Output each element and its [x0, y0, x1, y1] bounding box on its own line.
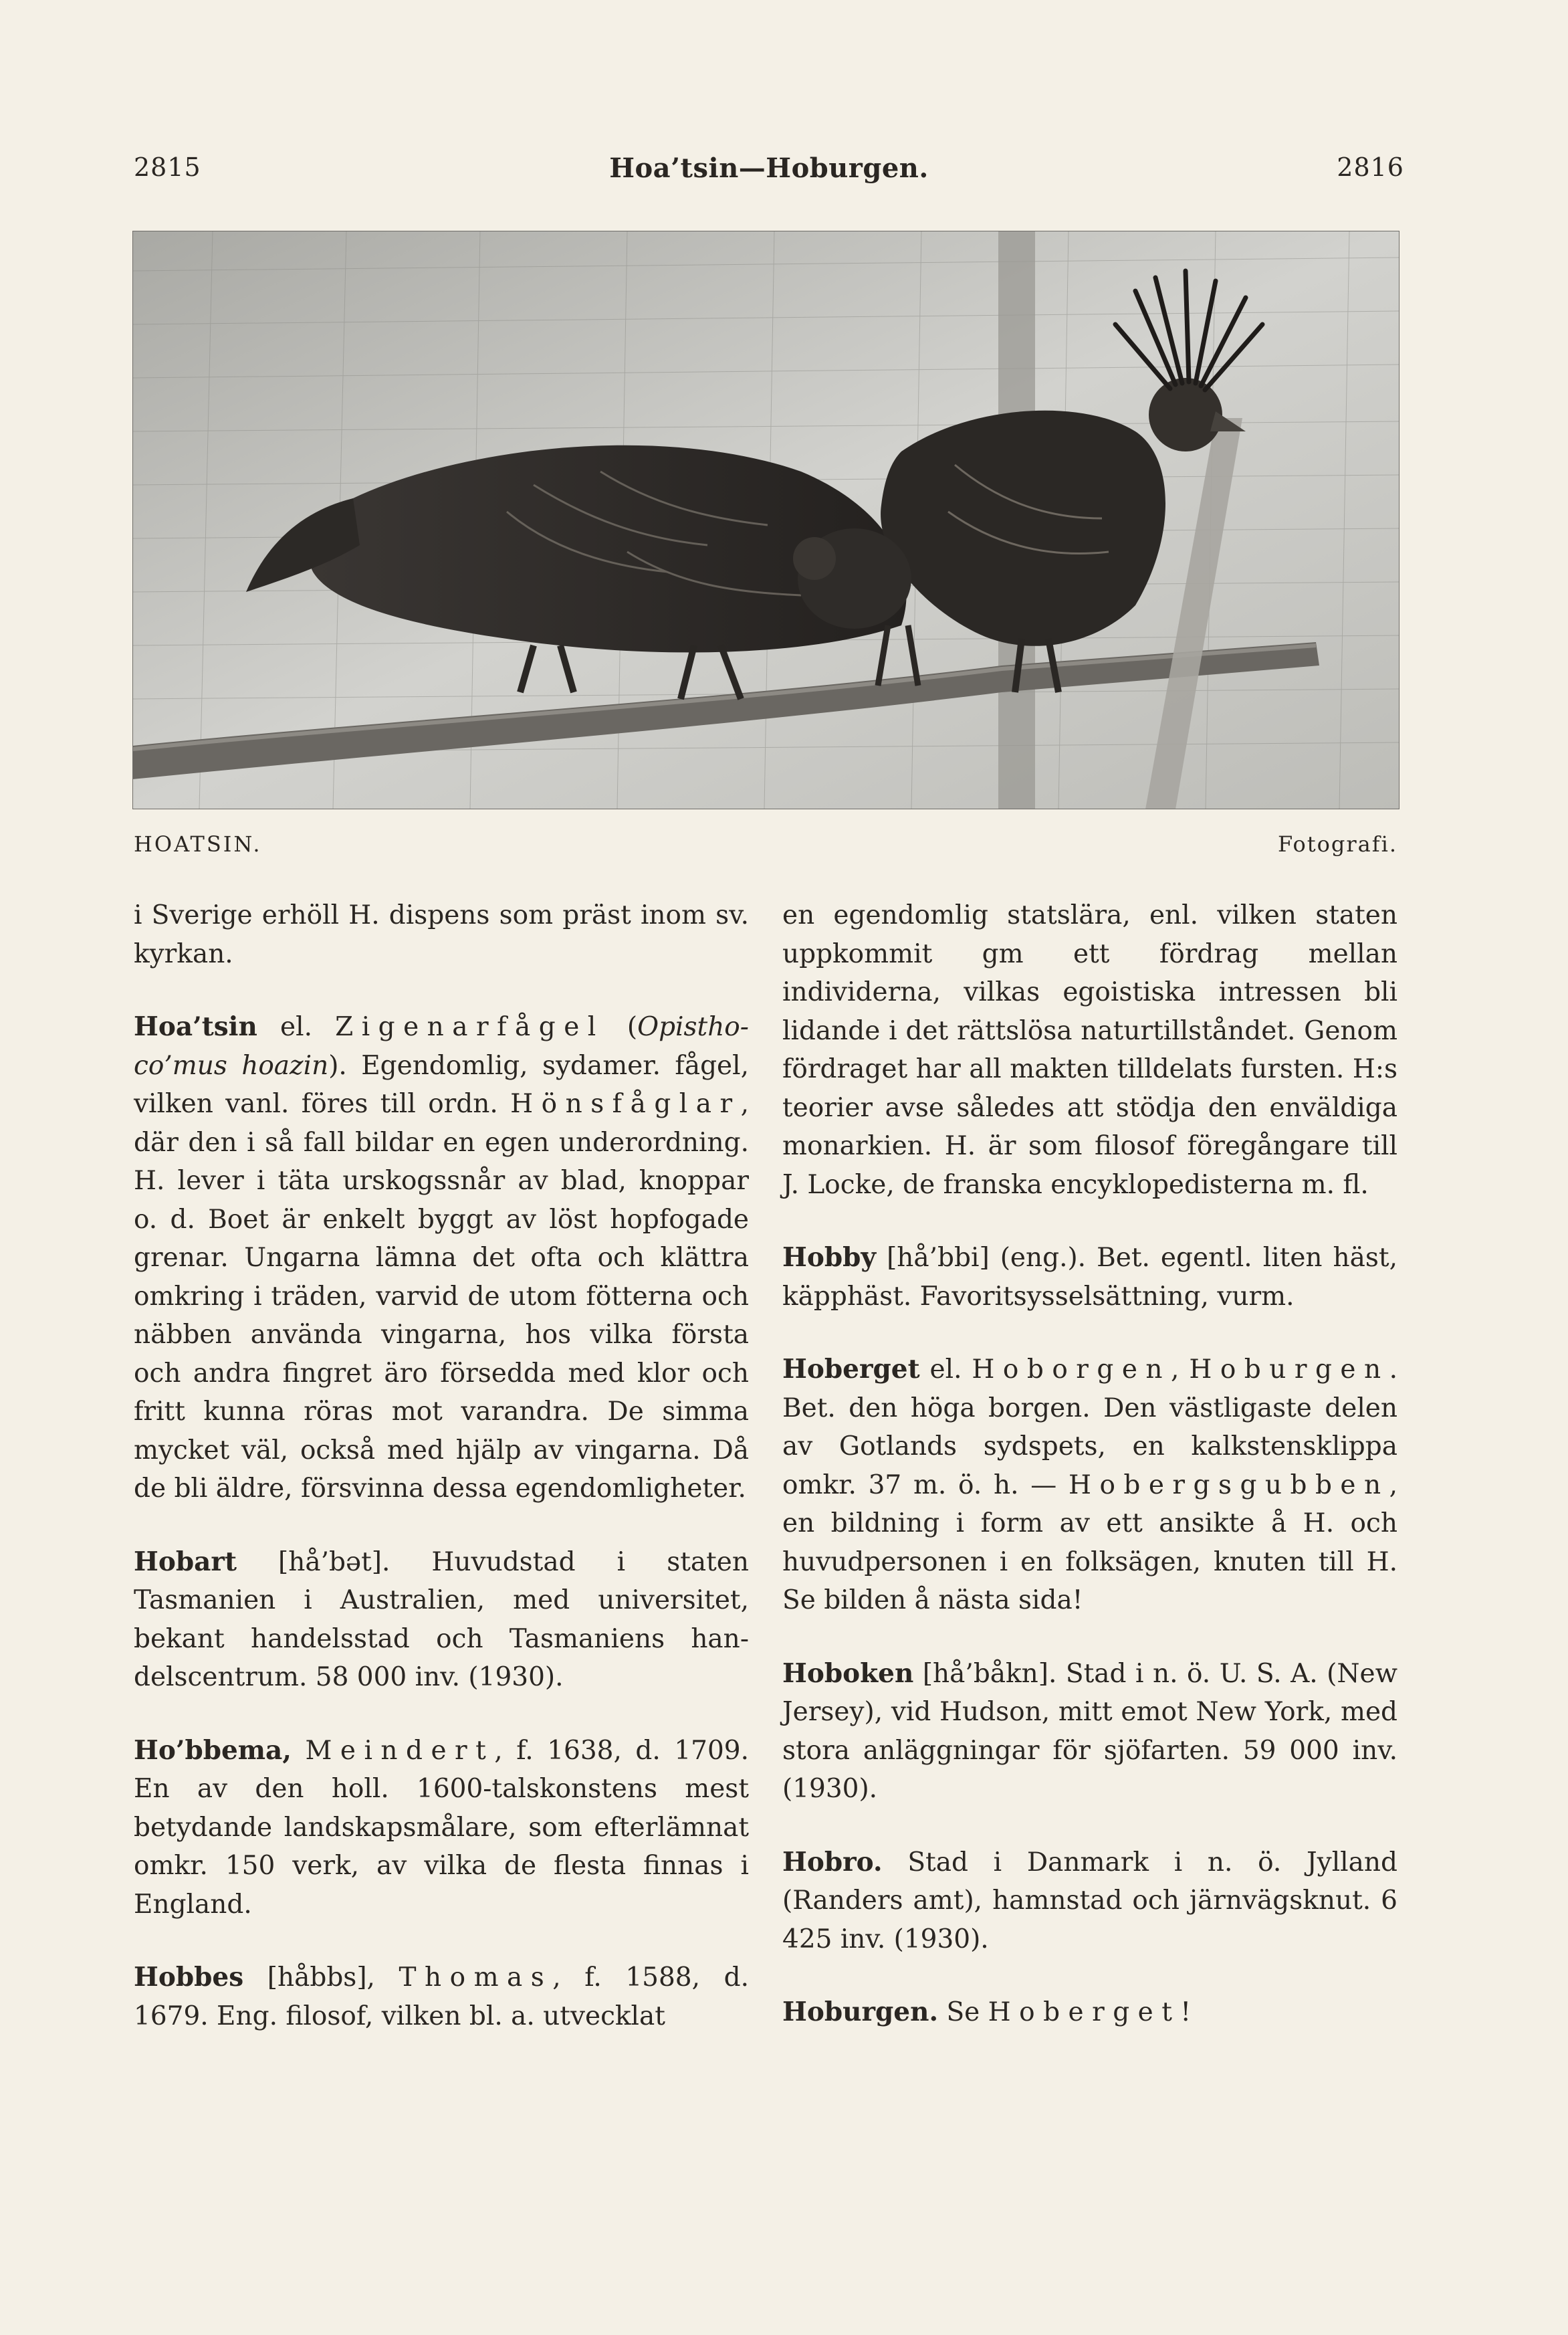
entry-hoatsin	[134, 1008, 749, 1508]
entry-hobby	[782, 1239, 1397, 1316]
entry-text: !	[1180, 1997, 1192, 2027]
entry-hobro	[782, 1843, 1397, 1959]
order-name: Hönsfåglar	[510, 1089, 741, 1119]
entry-hobbes	[134, 1958, 749, 2035]
hoatzin-photograph	[132, 231, 1399, 809]
entry-hobbema	[134, 1732, 749, 1924]
entry-text	[292, 1736, 306, 1766]
entry-text: [hå’båkn]. Stad i n. ö. U. S. A. (New Jersey), vid Hudson, mitt emot New York, med stora anläggningar för sjöfarten. 59 000 inv. (1930).	[782, 1658, 1397, 1804]
entry-text: , en bildning i form av ett ansikte å H. och huvudpersonen i en folksägen, knuten till H. Se bilden å nästa sida!	[782, 1469, 1397, 1615]
headword-hobbes: Hobbes	[134, 1962, 244, 1993]
photo-image	[132, 231, 1399, 809]
page-number-right: 2816	[1337, 153, 1404, 182]
page-number-left: 2815	[134, 153, 201, 182]
headword-hoboken: Hoboken	[782, 1657, 914, 1689]
entry-text: [hå’bət]. Huvudstad i staten Tasmanien i Australien, med universitet, bekant handelsstad och Tasmaniens handelscentrum. 58 000 inv. (1930).	[134, 1546, 749, 1692]
left-column	[134, 896, 749, 2035]
running-title: Hoa’tsin—Hoburgen.	[609, 153, 929, 184]
entry-text: ,	[1171, 1354, 1190, 1385]
headword-hobart: Hobart	[134, 1546, 237, 1577]
headword-hobby: Hobby	[782, 1242, 877, 1273]
entry-hoburgen	[782, 1993, 1397, 2032]
cross-reference: Hoberget	[988, 1997, 1181, 2027]
entry-text: , f. 1588, d. 1679. Eng. filosof, vilken bl. a. utvecklat	[134, 1962, 749, 2031]
entry-text: [hå’bbi] (eng.). Bet. egentl. liten häst, käpphäst. Favoritsysselsättning, vurm.	[782, 1243, 1397, 1312]
entry-text: Se	[938, 1997, 988, 2027]
entry-hobart	[134, 1543, 749, 1697]
entry-text: i Sverige erhöll H. dispens som präst inom sv. kyrkan.	[134, 900, 749, 969]
entry-hoberget	[782, 1350, 1397, 1620]
figure-caption	[134, 831, 1397, 858]
caption-credit: Fotografi.	[1278, 831, 1397, 857]
headword-hobro: Hobro.	[782, 1846, 883, 1877]
right-column	[782, 896, 1397, 2032]
entry-text: , f. 1638, d. 1709. En av den holl. 1600-talskonstens mest betydande landskapsmålare, som efterlämnat omkr. 150 verk, av vilka de flesta finnas i England.	[134, 1735, 749, 1920]
entry-text: en egendomlig statslära, enl. vilken staten uppkommit gm ett fördrag mellan individerna, vilkas egoistiska intressen bli lidande i det rättslösa naturtillståndet. Genom fördraget har all makten tilldelats fursten. H:s teorier avse således att stödja den enväldiga monarkien. H. är som filosof föregångare till J. Locke, de franska encyklopedisterna m. fl.	[782, 900, 1397, 1200]
entry-text: el.	[919, 1354, 972, 1385]
headword-hoberget: Hoberget	[782, 1354, 920, 1385]
entry-text: [håbbs],	[243, 1962, 399, 1993]
alt-name: Hoborgen	[972, 1354, 1171, 1385]
entry-hoboken	[782, 1655, 1397, 1809]
sub-term: Hobergsgubben	[1068, 1469, 1389, 1500]
latin-name: Opisthoco’mus hoazin	[134, 1012, 749, 1081]
headword-hoburgen: Hoburgen.	[782, 1997, 939, 2027]
entry-text: . Bet. den höga borgen. Den västligaste delen av Gotlands sydspets, en kalkstensklippa omkr. 37 m. ö. h. —	[782, 1354, 1397, 1500]
entry-text: ). Egendomlig, sydamer. fågel, vilken vanl. föres till ordn.	[134, 1050, 749, 1119]
entry-text: Stad i Danmark i n. ö. Jylland (Randers amt), hamnstad och järnvägsknut. 6 425 inv. (1930).	[782, 1847, 1397, 1954]
headword-hobbema: Ho’bbema,	[134, 1734, 292, 1766]
entry-text: el.	[257, 1012, 336, 1042]
entry-continuation	[782, 896, 1397, 1204]
caption-label: HOATSIN.	[134, 831, 262, 857]
entry-text: (	[604, 1012, 638, 1042]
entry-text: , där den i så fall bildar en egen underordning. H. lever i täta urskogssnår av blad, knoppar o. d. Boet är enkelt byggt av löst hopfogade grenar. Ungarna lämna det ofta och klättra omkring i träden, varvid de utom fötterna och näbben använda vingarna, hos vilka första och andra fingret äro försedda med klor och fritt kunna röras mot varandra. De simma mycket väl, också med hjälp av vingarna. Då de bli äldre, försvinna dessa egendomligheter.	[134, 1089, 749, 1504]
alt-name: Zigenarfågel	[335, 1012, 604, 1042]
headword-hoatsin: Hoa’tsin	[134, 1011, 257, 1042]
entry-continuation	[134, 896, 749, 973]
first-name: Meindert	[305, 1735, 495, 1766]
page-header	[134, 153, 1404, 193]
first-name: Thomas	[399, 1962, 553, 1993]
alt-name: Hoburgen	[1189, 1354, 1389, 1385]
